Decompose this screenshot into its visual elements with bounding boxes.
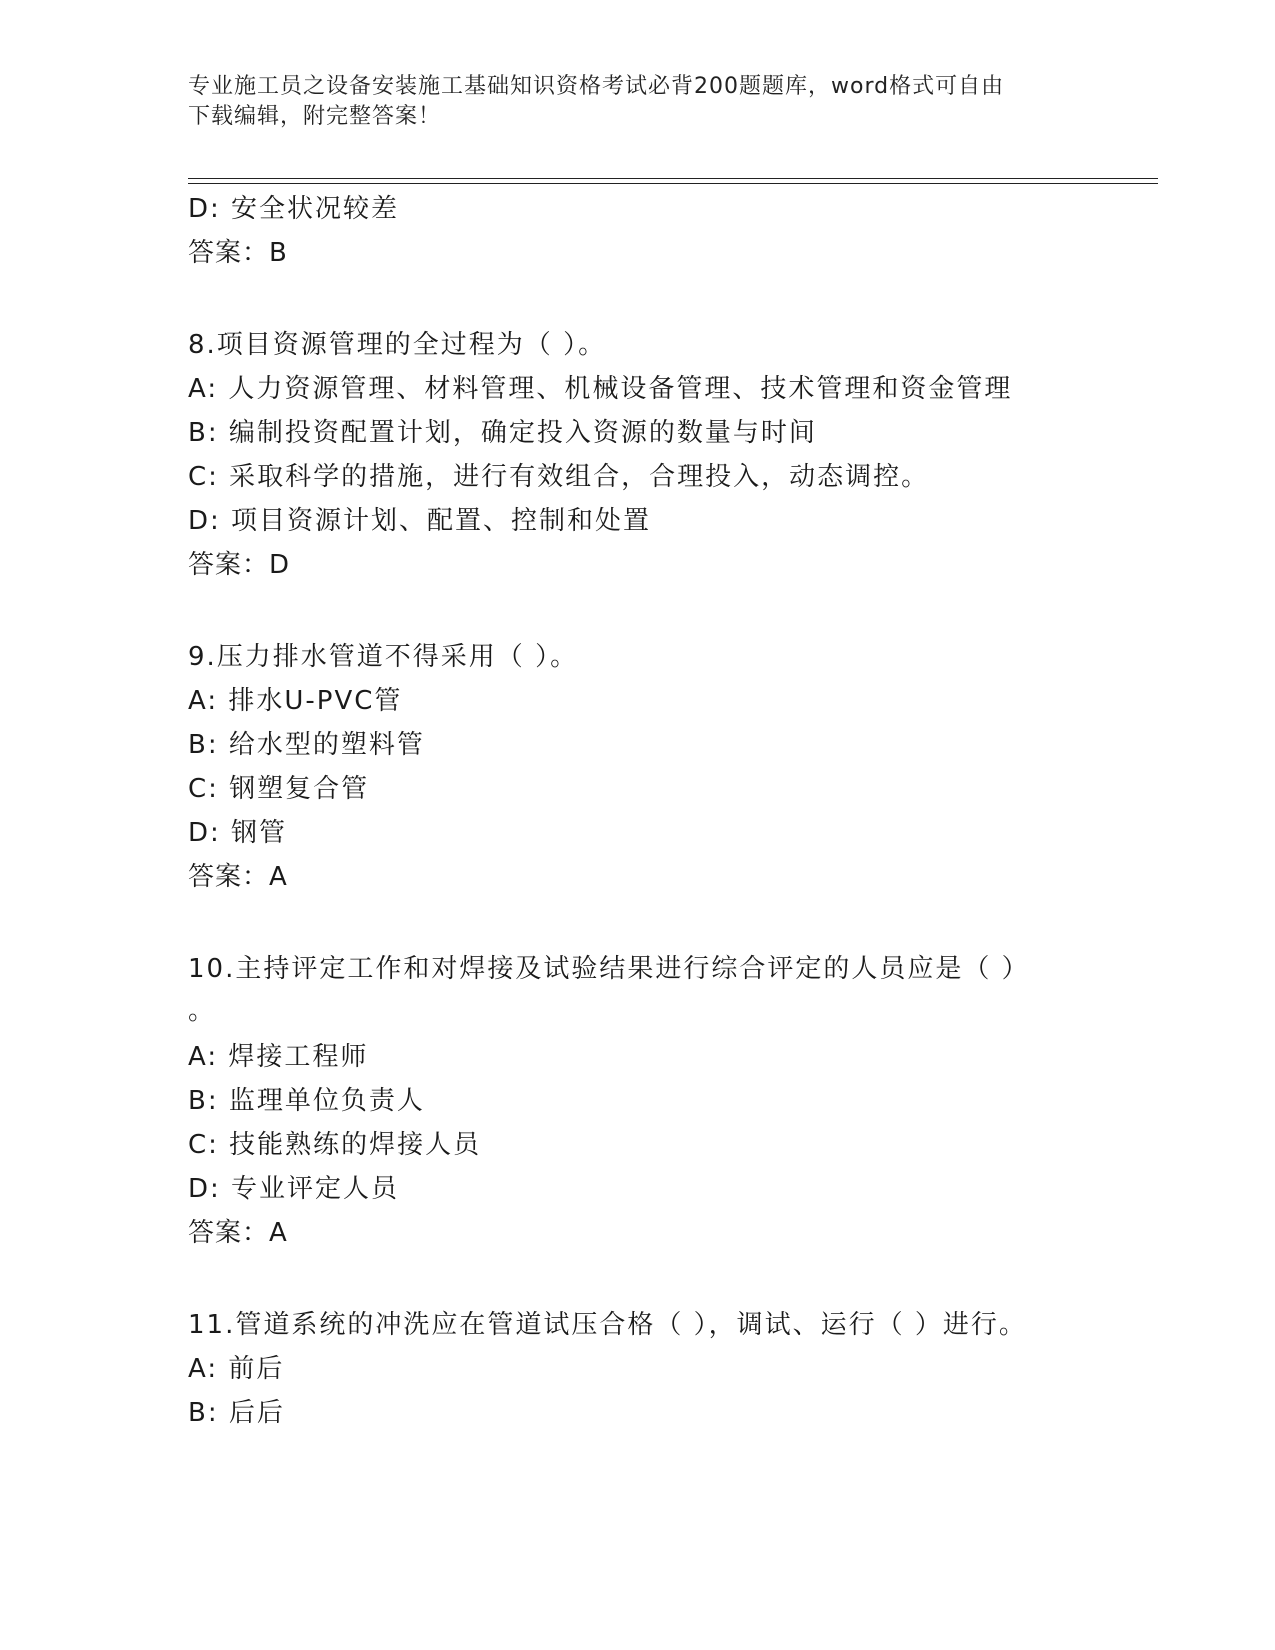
option-c: C: 技能熟练的焊接人员 bbox=[188, 1130, 482, 1160]
option-a: A: 前后 bbox=[188, 1354, 285, 1384]
question-11: 11.管道系统的冲洗应在管道试压合格（ ），调试、运行（ ）进行。 bbox=[188, 1310, 1027, 1340]
option-b: B: 编制投资配置计划，确定投入资源的数量与时间 bbox=[188, 418, 817, 448]
option-d: D: 专业评定人员 bbox=[188, 1174, 400, 1204]
option-b: B: 监理单位负责人 bbox=[188, 1086, 425, 1116]
option-a: A: 焊接工程师 bbox=[188, 1042, 369, 1072]
option-a: A: 人力资源管理、材料管理、机械设备管理、技术管理和资金管理 bbox=[188, 374, 1013, 404]
answer-line: 答案：A bbox=[188, 1218, 288, 1248]
answer-line: 答案：B bbox=[188, 238, 288, 268]
header-divider-top bbox=[188, 178, 1158, 179]
question-10: 10.主持评定工作和对焊接及试验结果进行综合评定的人员应是（ ） bbox=[188, 954, 1030, 984]
answer-line: 答案：D bbox=[188, 550, 291, 580]
header-line-1: 专业施工员之设备安装施工基础知识资格考试必背200题题库，word格式可自由 bbox=[188, 74, 1005, 99]
header-divider-bottom bbox=[188, 183, 1158, 184]
question-8: 8.项目资源管理的全过程为（ ）。 bbox=[188, 330, 607, 360]
option-b: B: 给水型的塑料管 bbox=[188, 730, 425, 760]
option-d: D: 项目资源计划、配置、控制和处置 bbox=[188, 506, 652, 536]
document-header bbox=[188, 72, 1088, 132]
option-a: A: 排水U-PVC管 bbox=[188, 686, 403, 716]
question-10-continuation: 。 bbox=[188, 996, 217, 1026]
answer-line: 答案：A bbox=[188, 862, 288, 892]
header-line-2: 下载编辑，附完整答案！ bbox=[188, 104, 442, 129]
option-d: D: 安全状况较差 bbox=[188, 194, 400, 224]
option-c: C: 钢塑复合管 bbox=[188, 774, 370, 804]
option-b: B: 后后 bbox=[188, 1398, 285, 1428]
option-c: C: 采取科学的措施，进行有效组合，合理投入，动态调控。 bbox=[188, 462, 930, 492]
option-d: D: 钢管 bbox=[188, 818, 288, 848]
question-9: 9.压力排水管道不得采用（ ）。 bbox=[188, 642, 579, 672]
